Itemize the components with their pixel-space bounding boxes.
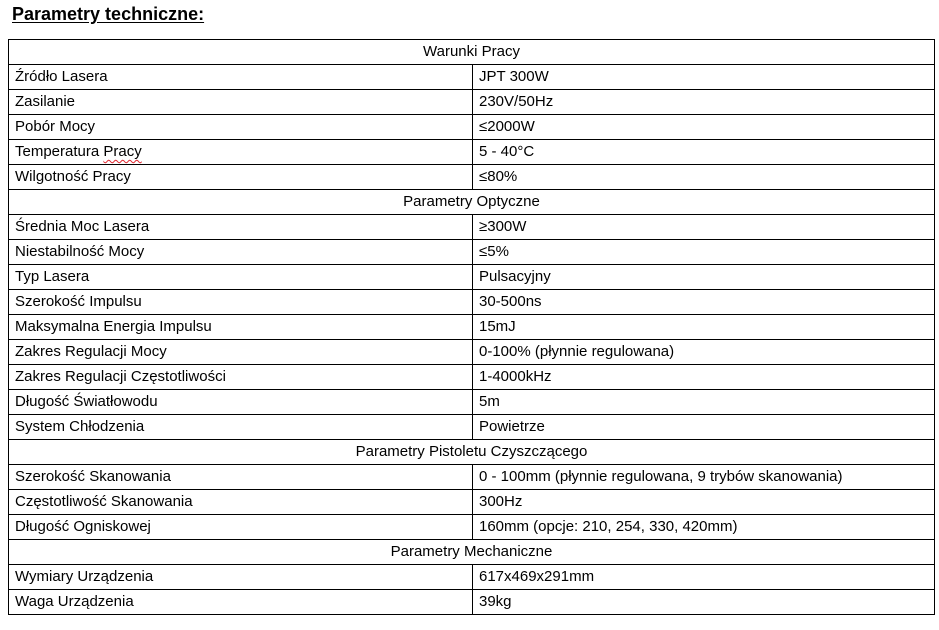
- section-header-row: [9, 190, 935, 215]
- table-row: [9, 340, 935, 365]
- section-title: Parametry Optyczne: [9, 190, 935, 215]
- parameter-value: 300Hz: [473, 490, 935, 515]
- parameter-value: 160mm (opcje: 210, 254, 330, 420mm): [473, 515, 935, 540]
- table-row: [9, 65, 935, 90]
- parameter-name: Zakres Regulacji Mocy: [9, 340, 473, 365]
- table-row: [9, 390, 935, 415]
- table-row: [9, 140, 935, 165]
- table-row: [9, 265, 935, 290]
- parameter-value: 0 - 100mm (płynnie regulowana, 9 trybów skanowania): [473, 465, 935, 490]
- section-header-row: [9, 440, 935, 465]
- table-row: [9, 215, 935, 240]
- parameter-value: 1-4000kHz: [473, 365, 935, 390]
- parameter-name: Waga Urządzenia: [9, 590, 473, 615]
- parameter-name: Długość Ogniskowej: [9, 515, 473, 540]
- parameter-name: Szerokość Impulsu: [9, 290, 473, 315]
- section-title: Parametry Mechaniczne: [9, 540, 935, 565]
- section-header-row: [9, 540, 935, 565]
- table-row: [9, 415, 935, 440]
- parameter-name: Szerokość Skanowania: [9, 465, 473, 490]
- table-row: [9, 240, 935, 265]
- parameter-name: Częstotliwość Skanowania: [9, 490, 473, 515]
- parameter-name: Źródło Lasera: [9, 65, 473, 90]
- specifications-table: [8, 39, 935, 615]
- parameter-name: System Chłodzenia: [9, 415, 473, 440]
- table-row: [9, 590, 935, 615]
- parameter-name: Pobór Mocy: [9, 115, 473, 140]
- section-title: Warunki Pracy: [9, 40, 935, 65]
- parameter-value: ≥300W: [473, 215, 935, 240]
- section-header-row: [9, 40, 935, 65]
- table-row: [9, 90, 935, 115]
- parameter-value: ≤5%: [473, 240, 935, 265]
- parameter-value: JPT 300W: [473, 65, 935, 90]
- specifications-table-body: [9, 40, 935, 615]
- parameter-value: ≤2000W: [473, 115, 935, 140]
- parameter-value: 5 - 40°C: [473, 140, 935, 165]
- table-row: [9, 115, 935, 140]
- parameter-name: Wilgotność Pracy: [9, 165, 473, 190]
- parameter-name: Zasilanie: [9, 90, 473, 115]
- page-title: Parametry techniczne:: [12, 4, 205, 24]
- spellcheck-flagged-word: Pracy: [103, 143, 142, 160]
- parameter-value: 30-500ns: [473, 290, 935, 315]
- parameter-name: Długość Światłowodu: [9, 390, 473, 415]
- parameter-name: Średnia Moc Lasera: [9, 215, 473, 240]
- table-row: [9, 365, 935, 390]
- table-row: [9, 290, 935, 315]
- table-row: [9, 565, 935, 590]
- table-row: [9, 165, 935, 190]
- parameter-value: 5m: [473, 390, 935, 415]
- table-row: [9, 490, 935, 515]
- parameter-value: 0-100% (płynnie regulowana): [473, 340, 935, 365]
- parameter-name: Zakres Regulacji Częstotliwości: [9, 365, 473, 390]
- table-row: [9, 315, 935, 340]
- parameter-name: Temperatura Pracy: [9, 140, 473, 165]
- parameter-name: Wymiary Urządzenia: [9, 565, 473, 590]
- parameter-value: 39kg: [473, 590, 935, 615]
- parameter-name: Maksymalna Energia Impulsu: [9, 315, 473, 340]
- parameter-value: 15mJ: [473, 315, 935, 340]
- parameter-value: 617x469x291mm: [473, 565, 935, 590]
- parameter-value: Powietrze: [473, 415, 935, 440]
- parameter-value: Pulsacyjny: [473, 265, 935, 290]
- parameter-value: 230V/50Hz: [473, 90, 935, 115]
- parameter-value: ≤80%: [473, 165, 935, 190]
- parameter-name: Niestabilność Mocy: [9, 240, 473, 265]
- table-row: [9, 465, 935, 490]
- parameter-name: Typ Lasera: [9, 265, 473, 290]
- section-title: Parametry Pistoletu Czyszczącego: [9, 440, 935, 465]
- table-row: [9, 515, 935, 540]
